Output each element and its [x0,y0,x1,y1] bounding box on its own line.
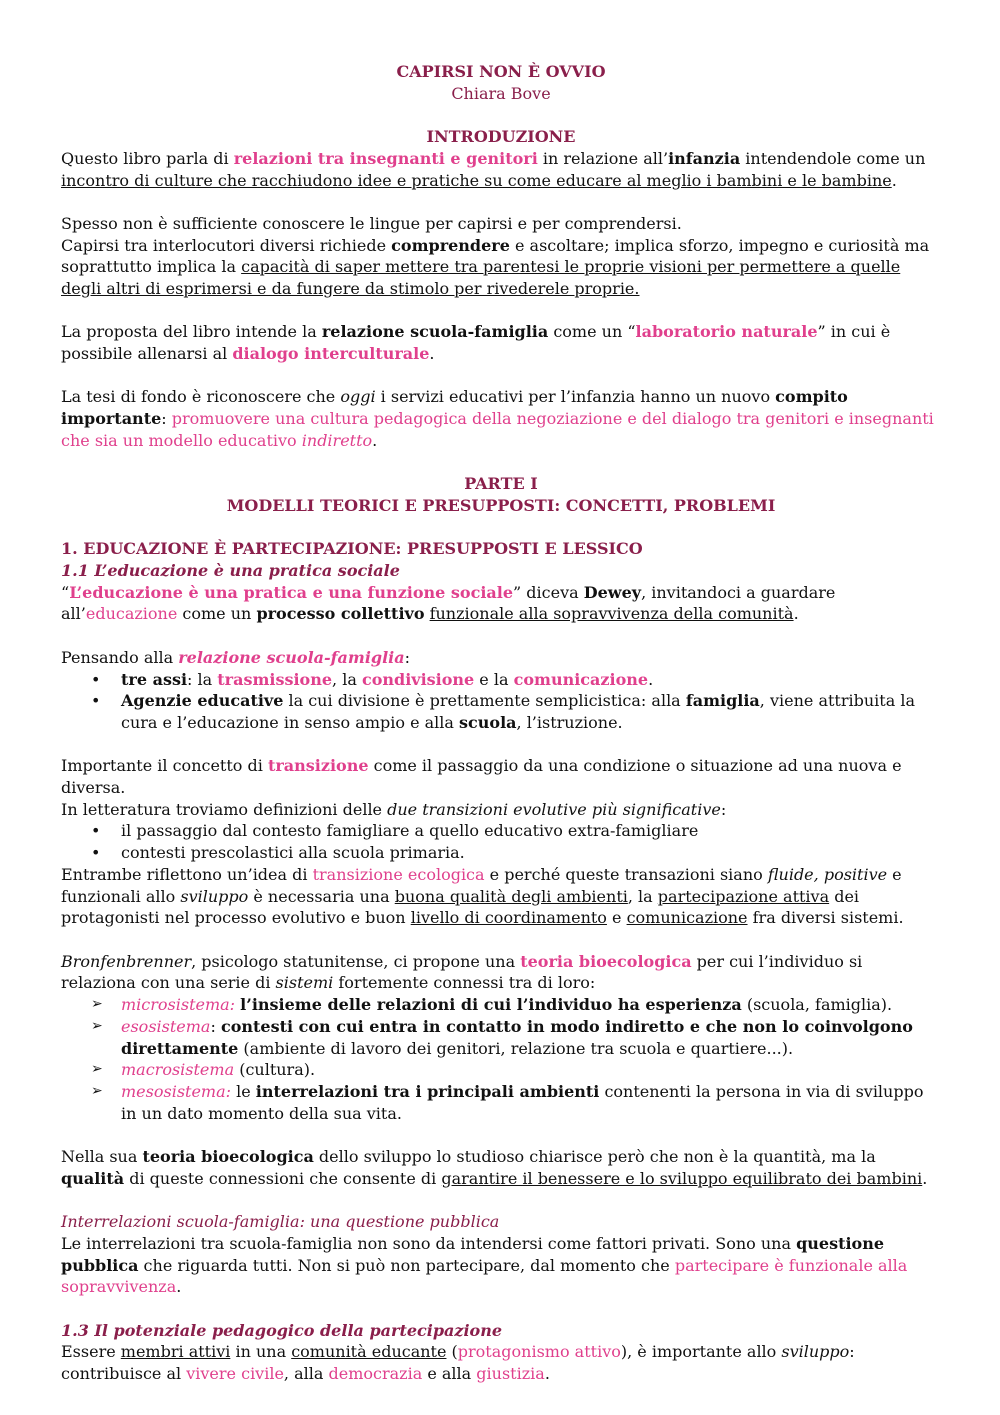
list-item: • contesti prescolastici alla scuola primaria. [61,842,941,864]
section-paragraph-transizione: Importante il concetto di transizione come il passaggio da una condizione o situazione ad una nuova e diversa. [61,756,902,798]
list-item: ➢ microsistema: l’insieme delle relazioni di cui l’individuo ha esperienza (scuola, famiglia). [61,994,941,1016]
section-paragraph-relazione: Pensando alla relazione scuola-famiglia: [61,647,411,667]
section-heading: 1. EDUCAZIONE È PARTECIPAZIONE: PRESUPPOSTI E LESSICO [61,539,643,559]
intro-heading: INTRODUZIONE [426,127,576,147]
section-paragraph-dewey: “L’educazione è una pratica e una funzione sociale” diceva Dewey, invitandoci a guardare all’educazione come un processo collettivo funzionale alla sopravvivenza della comunità. [61,582,836,624]
subsection-1-3: 1.3 Il potenziale pedagogico della partecipazione [61,1320,503,1340]
section-paragraph-letteratura: In letteratura troviamo definizioni delle due transizioni evolutive più significative: [61,799,727,819]
section-paragraph-qualita: Nella sua teoria bioecologica dello sviluppo lo studioso chiarisce però che non è la quantità, ma la qualità di queste connessioni che consente di garantire il benessere e lo sviluppo equilibrato dei bambini. [61,1147,928,1188]
part-label: PARTE I [464,474,538,494]
section-paragraph-bronfenbrenner: Bronfenbrenner, psicologo statunitense, ci propone una teoria bioecologica per cui l’individuo si relaziona con una serie di sistemi fortemente connessi tra di loro: [61,951,863,993]
list-item: • tre assi: la trasmissione, la condivisione e la comunicazione. [61,669,941,691]
title-block [61,61,941,148]
bullet-list-transizioni [61,820,941,863]
bullet-list-assi [61,669,941,734]
subsection-questione-pubblica: Interrelazioni scuola-famiglia: una questione pubblica [61,1212,500,1232]
section-paragraph-pubblica: Le interrelazioni tra scuola-famiglia non sono da intendersi come fattori privati. Sono una questione pubblica che riguarda tutti. Non si può non partecipare, dal momento che partecipare è funzionale alla sopravvivenza. [61,1233,908,1297]
document-body [61,61,941,1385]
list-item: • Agenzie educative la cui divisione è prettamente semplicistica: alla famiglia, viene attribuita la cura e l’educazione in senso ampio e alla scuola, l’istruzione. [61,690,941,733]
section-paragraph-ecologica: Entrambe riflettono un’idea di transizione ecologica e perché queste transazioni siano fluide, positive e funzionali allo sviluppo è necessaria una buona qualità degli ambienti, la partecipazione attiva dei protagonisti nel processo evolutivo e buon livello di coordinamento e comunicazione fra diversi sistemi. [61,864,904,928]
list-item: ➢ esosistema: contesti con cui entra in contatto in modo indiretto e che non lo coinvolgono direttamente (ambiente di lavoro dei genitori, relazione tra scuola e quartiere...). [61,1016,941,1059]
arrow-list-sistemi [61,994,941,1124]
list-item: • il passaggio dal contesto famigliare a quello educativo extra-famigliare [61,820,941,842]
part-subtitle: MODELLI TEORICI E PRESUPPOSTI: CONCETTI, PROBLEMI [226,495,776,515]
document-title: CAPIRSI NON È OVVIO [396,62,606,81]
list-item: ➢ mesosistema: le interrelazioni tra i principali ambienti contenenti la persona in via di sviluppo in un dato momento della sua vita. [61,1081,941,1124]
intro-paragraph-4: La tesi di fondo è riconoscere che oggi i servizi educativi per l’infanzia hanno un nuovo compito importante: promuovere una cultura pedagogica della negoziazione e del dialogo tra genitori e insegnanti che sia un modello educativo indiretto. [61,387,934,450]
intro-paragraph-2a: Spesso non è sufficiente conoscere le lingue per capirsi e per comprendersi. [61,213,682,233]
subsection-1-1: 1.1 L’educazione è una pratica sociale [61,561,400,581]
intro-paragraph-2b: Capirsi tra interlocutori diversi richiede comprendere e ascoltare; implica sforzo, impegno e curiosità ma soprattutto implica la capacità di saper mettere tra parentesi le proprie visioni per permettere a quelle degli altri di esprimersi e da fungere da stimolo per rivederele proprie. [61,235,930,298]
section-paragraph-partecipazione: Essere membri attivi in una comunità educante (protagonismo attivo), è importante allo sviluppo: contribuisce al vivere civile, alla democrazia e alla giustizia. [61,1342,855,1383]
intro-paragraph-3: La proposta del libro intende la relazione scuola-famiglia come un “laboratorio naturale” in cui è possibile allenarsi al dialogo interculturale. [61,322,891,364]
list-item: ➢ macrosistema (cultura). [61,1059,941,1081]
document-author: Chiara Bove [451,83,551,103]
intro-paragraph-1: Questo libro parla di relazioni tra insegnanti e genitori in relazione all’infanzia intendendole come un incontro di culture che racchiudono idee e pratiche su come educare al meglio i bambini e le bambine. [61,148,926,190]
